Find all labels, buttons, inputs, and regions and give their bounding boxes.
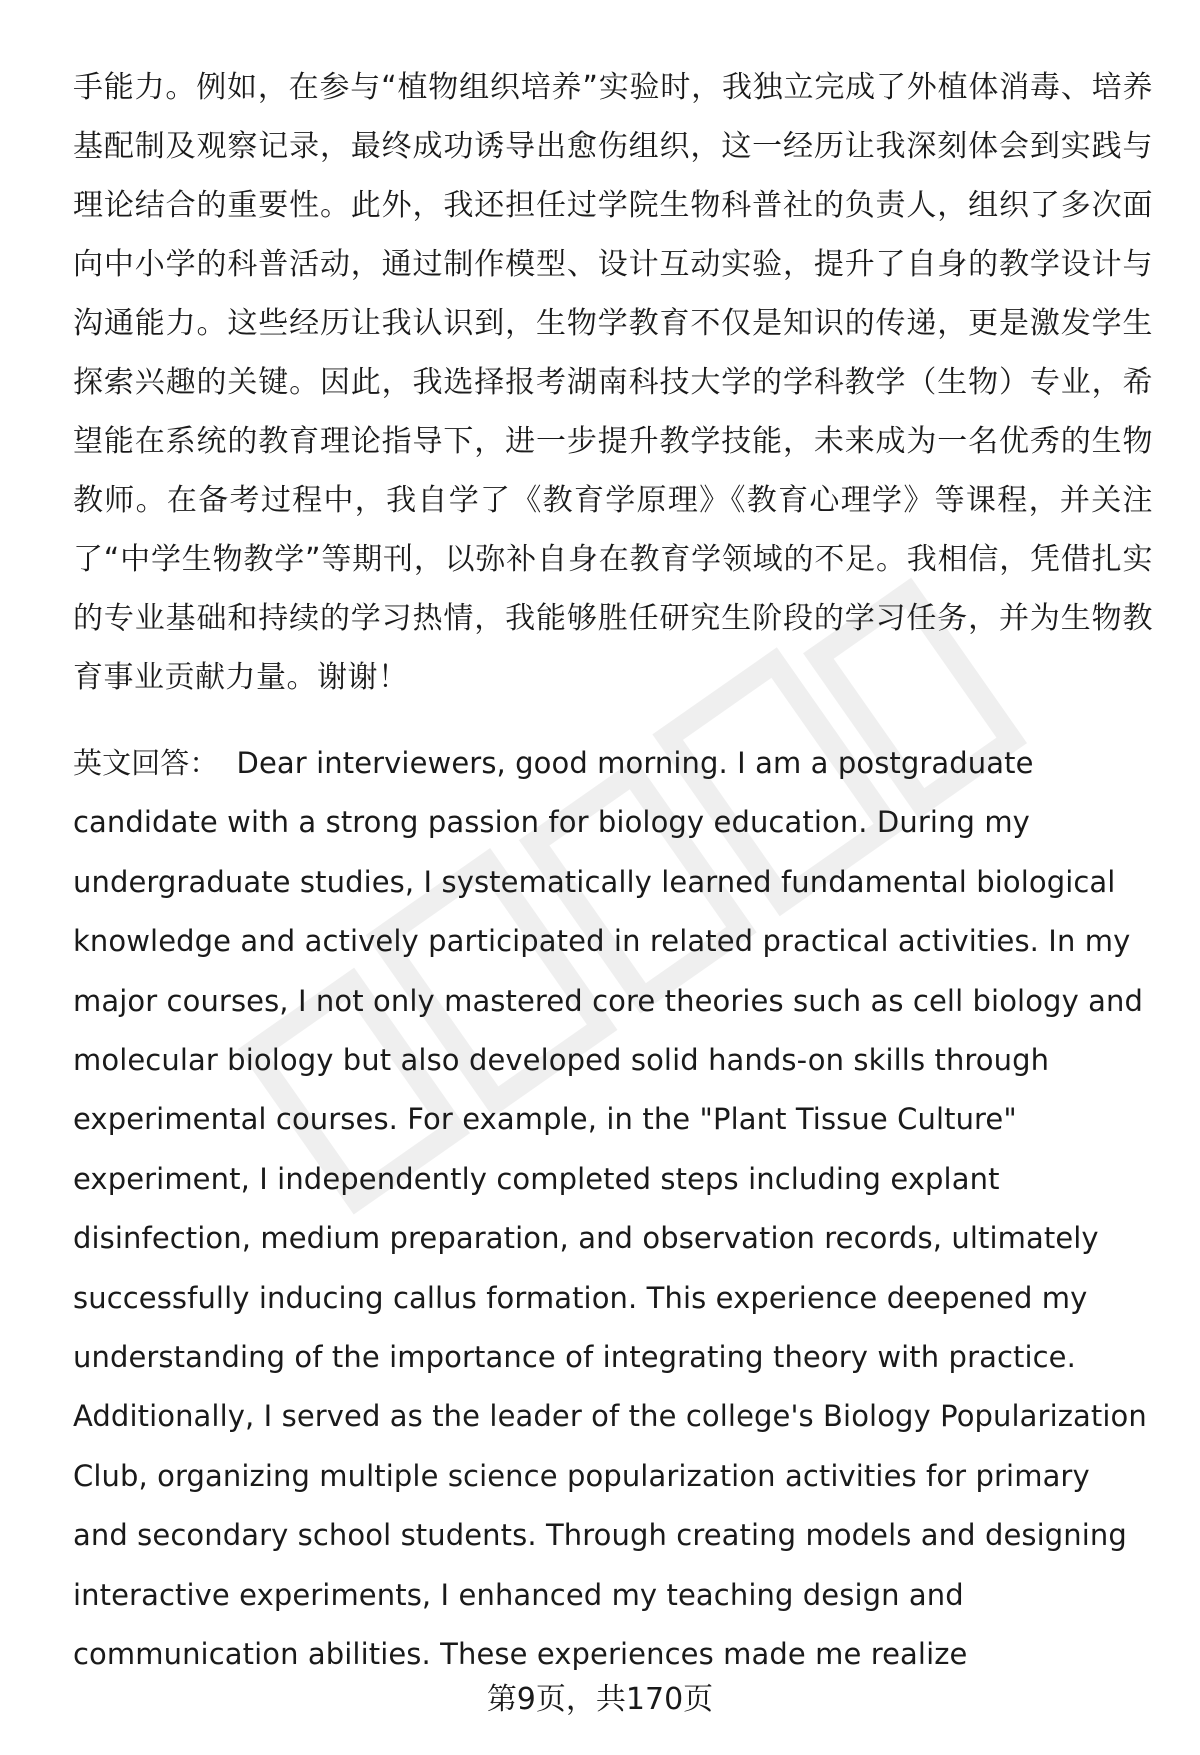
english-answer-label: 英文回答： <box>73 746 219 780</box>
document-body <box>73 58 1153 1685</box>
page-number-footer: 第9页，共170页 <box>486 1682 714 1717</box>
english-answer-text: Dear interviewers, good morning. I am a postgraduate candidate with a strong passion for biology education. During my undergraduate studies, I systematically learned fundamental biological knowledge and actively participated in related practical activities. In my major courses, I not only mastered core theories such as cell biology and molecular biology but also developed solid hands-on skills through experimental courses. For example, in the "Plant Tissue Culture" experiment, I independently completed steps including explant disinfection, medium preparation, and observation records, ultimately successfully inducing callus formation. This experience deepened my understanding of the importance of integrating theory with practice. Additionally, I served as the leader of the college's Biology Popularization Club, organizing multiple science popularization activities for primary and secondary school students. Through creating models and designing interactive experiments, I enhanced my teaching design and communication abilities. These experiences made me realize <box>73 746 1147 1672</box>
chinese-answer-paragraph: 手能力。例如，在参与“植物组织培养”实验时，我独立完成了外植体消毒、培养基配制及观察记录，最终成功诱导出愈伤组织，这一经历让我深刻体会到实践与理论结合的重要性。此外，我还担任过学院生物科普社的负责人，组织了多次面向中小学的科普活动，通过制作模型、设计互动实验，提升了自身的教学设计与沟通能力。这些经历让我认识到，生物学教育不仅是知识的传递，更是激发学生探索兴趣的关键。因此，我选择报考湖南科技大学的学科教学（生物）专业，希望能在系统的教育理论指导下，进一步提升教学技能，未来成为一名优秀的生物教师。在备考过程中，我自学了《教育学原理》《教育心理学》等课程，并关注了“中学生物教学”等期刊，以弥补自身在教育学领域的不足。我相信，凭借扎实的专业基础和持续的学习热情，我能够胜任研究生阶段的学习任务，并为生物教育事业贡献力量。谢谢！ <box>73 70 1153 695</box>
english-answer-paragraph <box>73 734 1153 1685</box>
